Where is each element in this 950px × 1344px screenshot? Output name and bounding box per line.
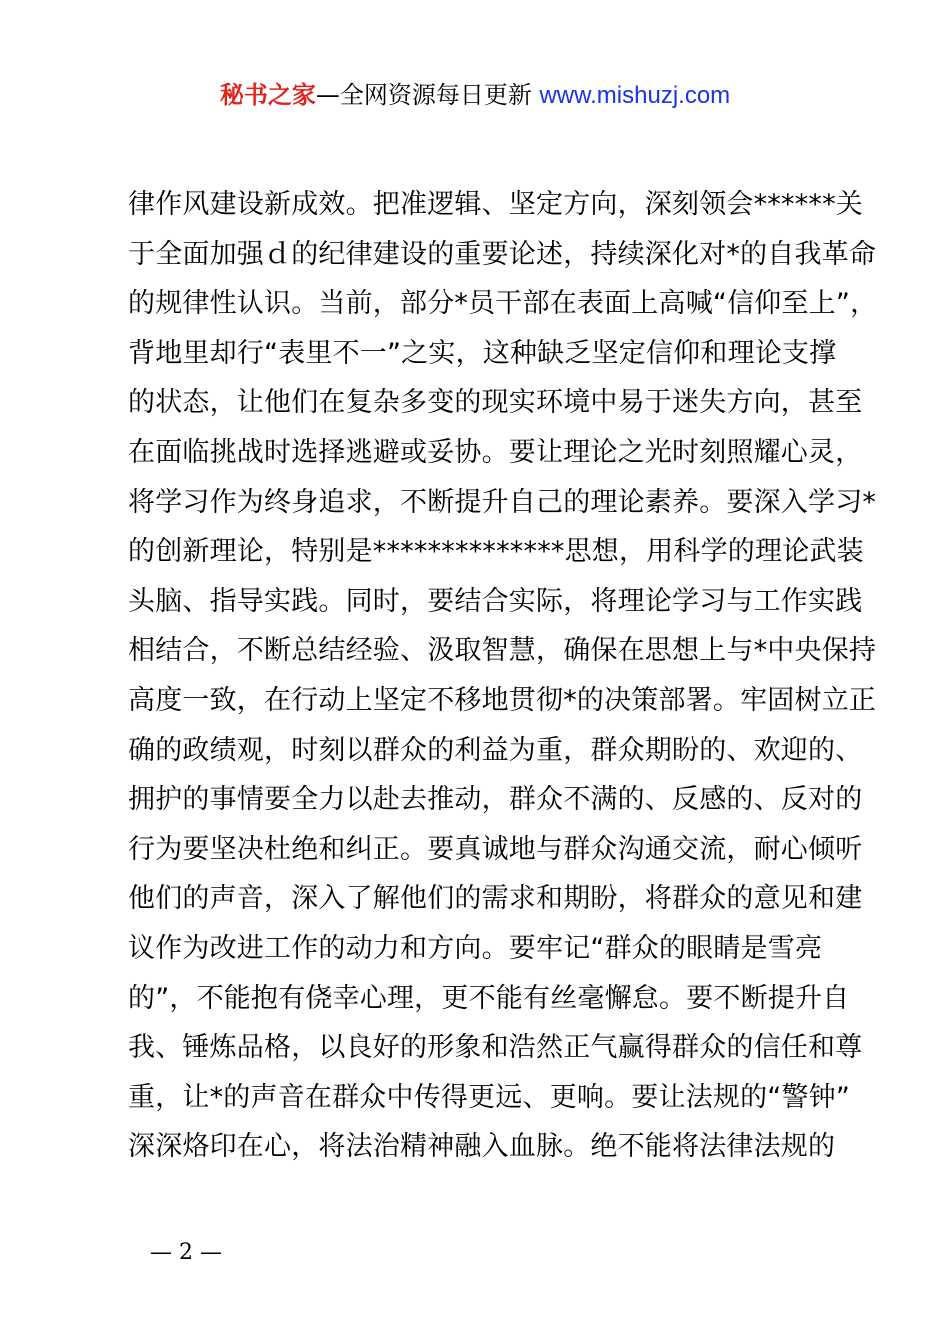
page-header: [0, 78, 950, 113]
body-line: 于全面加强ｄ的纪律建设的重要论述，持续深化对*的自我革命: [128, 238, 877, 270]
body-line: 的规律性认识。当前，部分*员干部在表面上高喊“信仰至上”，: [128, 288, 878, 320]
body-line: 的创新理论，特别是**************思想，用科学的理论武装: [128, 536, 864, 568]
body-line: 他们的声音，深入了解他们的需求和期盼，将群众的意见和建: [128, 883, 863, 915]
brand-name: 秘书之家: [219, 81, 316, 109]
body-line: 将学习作为终身追求，不断提升自己的理论素养。要深入学习*: [128, 486, 877, 518]
body-line: 深深烙印在心，将法治精神融入血脉。绝不能将法律法规的: [128, 1131, 836, 1163]
body-line: 行为要坚决杜绝和纠正。要真诚地与群众沟通交流，耐心倾听: [128, 833, 863, 865]
body-line: 在面临挑战时选择逃避或妥协。要让理论之光时刻照耀心灵，: [128, 436, 863, 468]
body-line: 我、锤炼品格，以良好的形象和浩然正气赢得群众的信任和尊: [128, 1032, 863, 1064]
document-body: [128, 180, 878, 1172]
body-line: 背地里却行“表里不一”之实，这种缺乏坚定信仰和理论支撑: [128, 337, 837, 369]
body-line: 相结合，不断总结经验、汲取智慧，确保在思想上与*中央保持: [128, 635, 877, 667]
body-line: 确的政绩观，时刻以群众的利益为重，群众期盼的、欢迎的、: [128, 734, 863, 766]
page-number: — 2 —: [150, 1240, 222, 1265]
body-line: 重，让*的声音在群众中传得更远、更响。要让法规的“警钟”: [128, 1081, 851, 1113]
body-line: 拥护的事情要全力以赴去推动，群众不满的、反感的、反对的: [128, 784, 863, 816]
header-tagline: —全网资源每日更新: [315, 81, 532, 109]
body-line: 律作风建设新成效。把准逻辑、坚定方向，深刻领会******关: [128, 189, 863, 220]
body-line: 头脑、指导实践。同时，要结合实际，将理论学习与工作实践: [128, 585, 863, 617]
site-url[interactable]: www.mishuzj.com: [539, 82, 731, 109]
body-line: 高度一致，在行动上坚定不移地贯彻*的决策部署。牢固树立正: [128, 684, 877, 716]
body-line: 的状态，让他们在复杂多变的现实环境中易于迷失方向，甚至: [128, 387, 863, 419]
body-line: 议作为改进工作的动力和方向。要牢记“群众的眼睛是雪亮: [128, 932, 823, 964]
body-line: 的”，不能抱有侥幸心理，更不能有丝毫懈怠。要不断提升自: [128, 982, 850, 1014]
